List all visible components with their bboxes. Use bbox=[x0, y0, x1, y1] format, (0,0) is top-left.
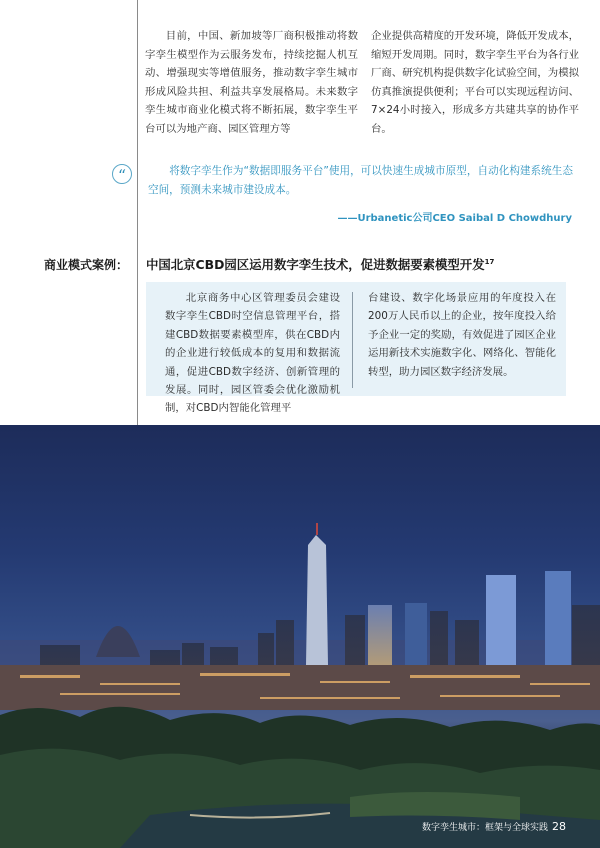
case-title bbox=[146, 255, 494, 273]
footnote-ref: 17 bbox=[484, 257, 495, 266]
city-skyline-photo bbox=[0, 425, 600, 848]
body-paragraph: 目前，中国、新加坡等厂商积极推动将数字孪生模型作为云服务发布，持续挖掘人机互动、增强现实等增值服务，推动数字孪生城市形成风险共担、利益共享发展格局。未来数字孪生城市商业化模式将不断拓展，数字孪生平台可以为地产商、园区管理方等 bbox=[145, 30, 358, 135]
case-label: 商业模式案例： bbox=[44, 258, 129, 272]
body-column-left bbox=[145, 27, 358, 139]
case-column-right bbox=[368, 289, 556, 381]
case-paragraph: 北京商务中心区管理委员会建设数字孪生CBD时空信息管理平台，搭建CBD数据要素模型库，供在CBD内的企业进行较低成本的复用和数据流通，促进CBD数字经济、创新管理的发展。同时，园区管委会优化激励机制，对CBD内智能化管理平 bbox=[165, 292, 340, 415]
case-column-left bbox=[165, 289, 340, 418]
pull-quote: 将数字孪生作为“数据即服务平台”使用，可以快速生成城市原型，自动化构建系统生态空间，预测未来城市建设成本。 bbox=[148, 165, 573, 196]
quote-icon: “ bbox=[112, 164, 132, 184]
case-title-text: 中国北京CBD园区运用数字孪生技术，促进数据要素模型开发 bbox=[146, 257, 485, 272]
quote-author: ——Urbanetic公司CEO Saibal D Chowdhury bbox=[337, 213, 572, 224]
body-paragraph: 企业提供高精度的开发环境，降低开发成本，缩短开发周期。同时，数字孪生平台为各行业厂商、研究机构提供数字化试验空间，为模拟仿真推演提供便利；平台可以实现远程访问、7×24小时接入，形成多方共建共享的协作平台。 bbox=[371, 30, 579, 135]
margin-rule bbox=[137, 0, 138, 425]
case-divider bbox=[352, 292, 353, 388]
case-paragraph: 台建设、数字化场景应用的年度投入在200万人民币以上的企业，按年度投入给予企业一定的奖励，有效促进了园区企业运用新技术实施数字化、网络化、智能化转型，助力园区数字经济发展。 bbox=[368, 292, 556, 378]
footer-title: 数字孪生城市：框架与全球实践 bbox=[421, 823, 548, 833]
page-footer bbox=[422, 821, 566, 834]
body-column-right bbox=[371, 27, 579, 139]
lit-district bbox=[0, 665, 600, 710]
city-skyline-icon bbox=[0, 425, 600, 848]
page-number: 28 bbox=[552, 820, 566, 833]
